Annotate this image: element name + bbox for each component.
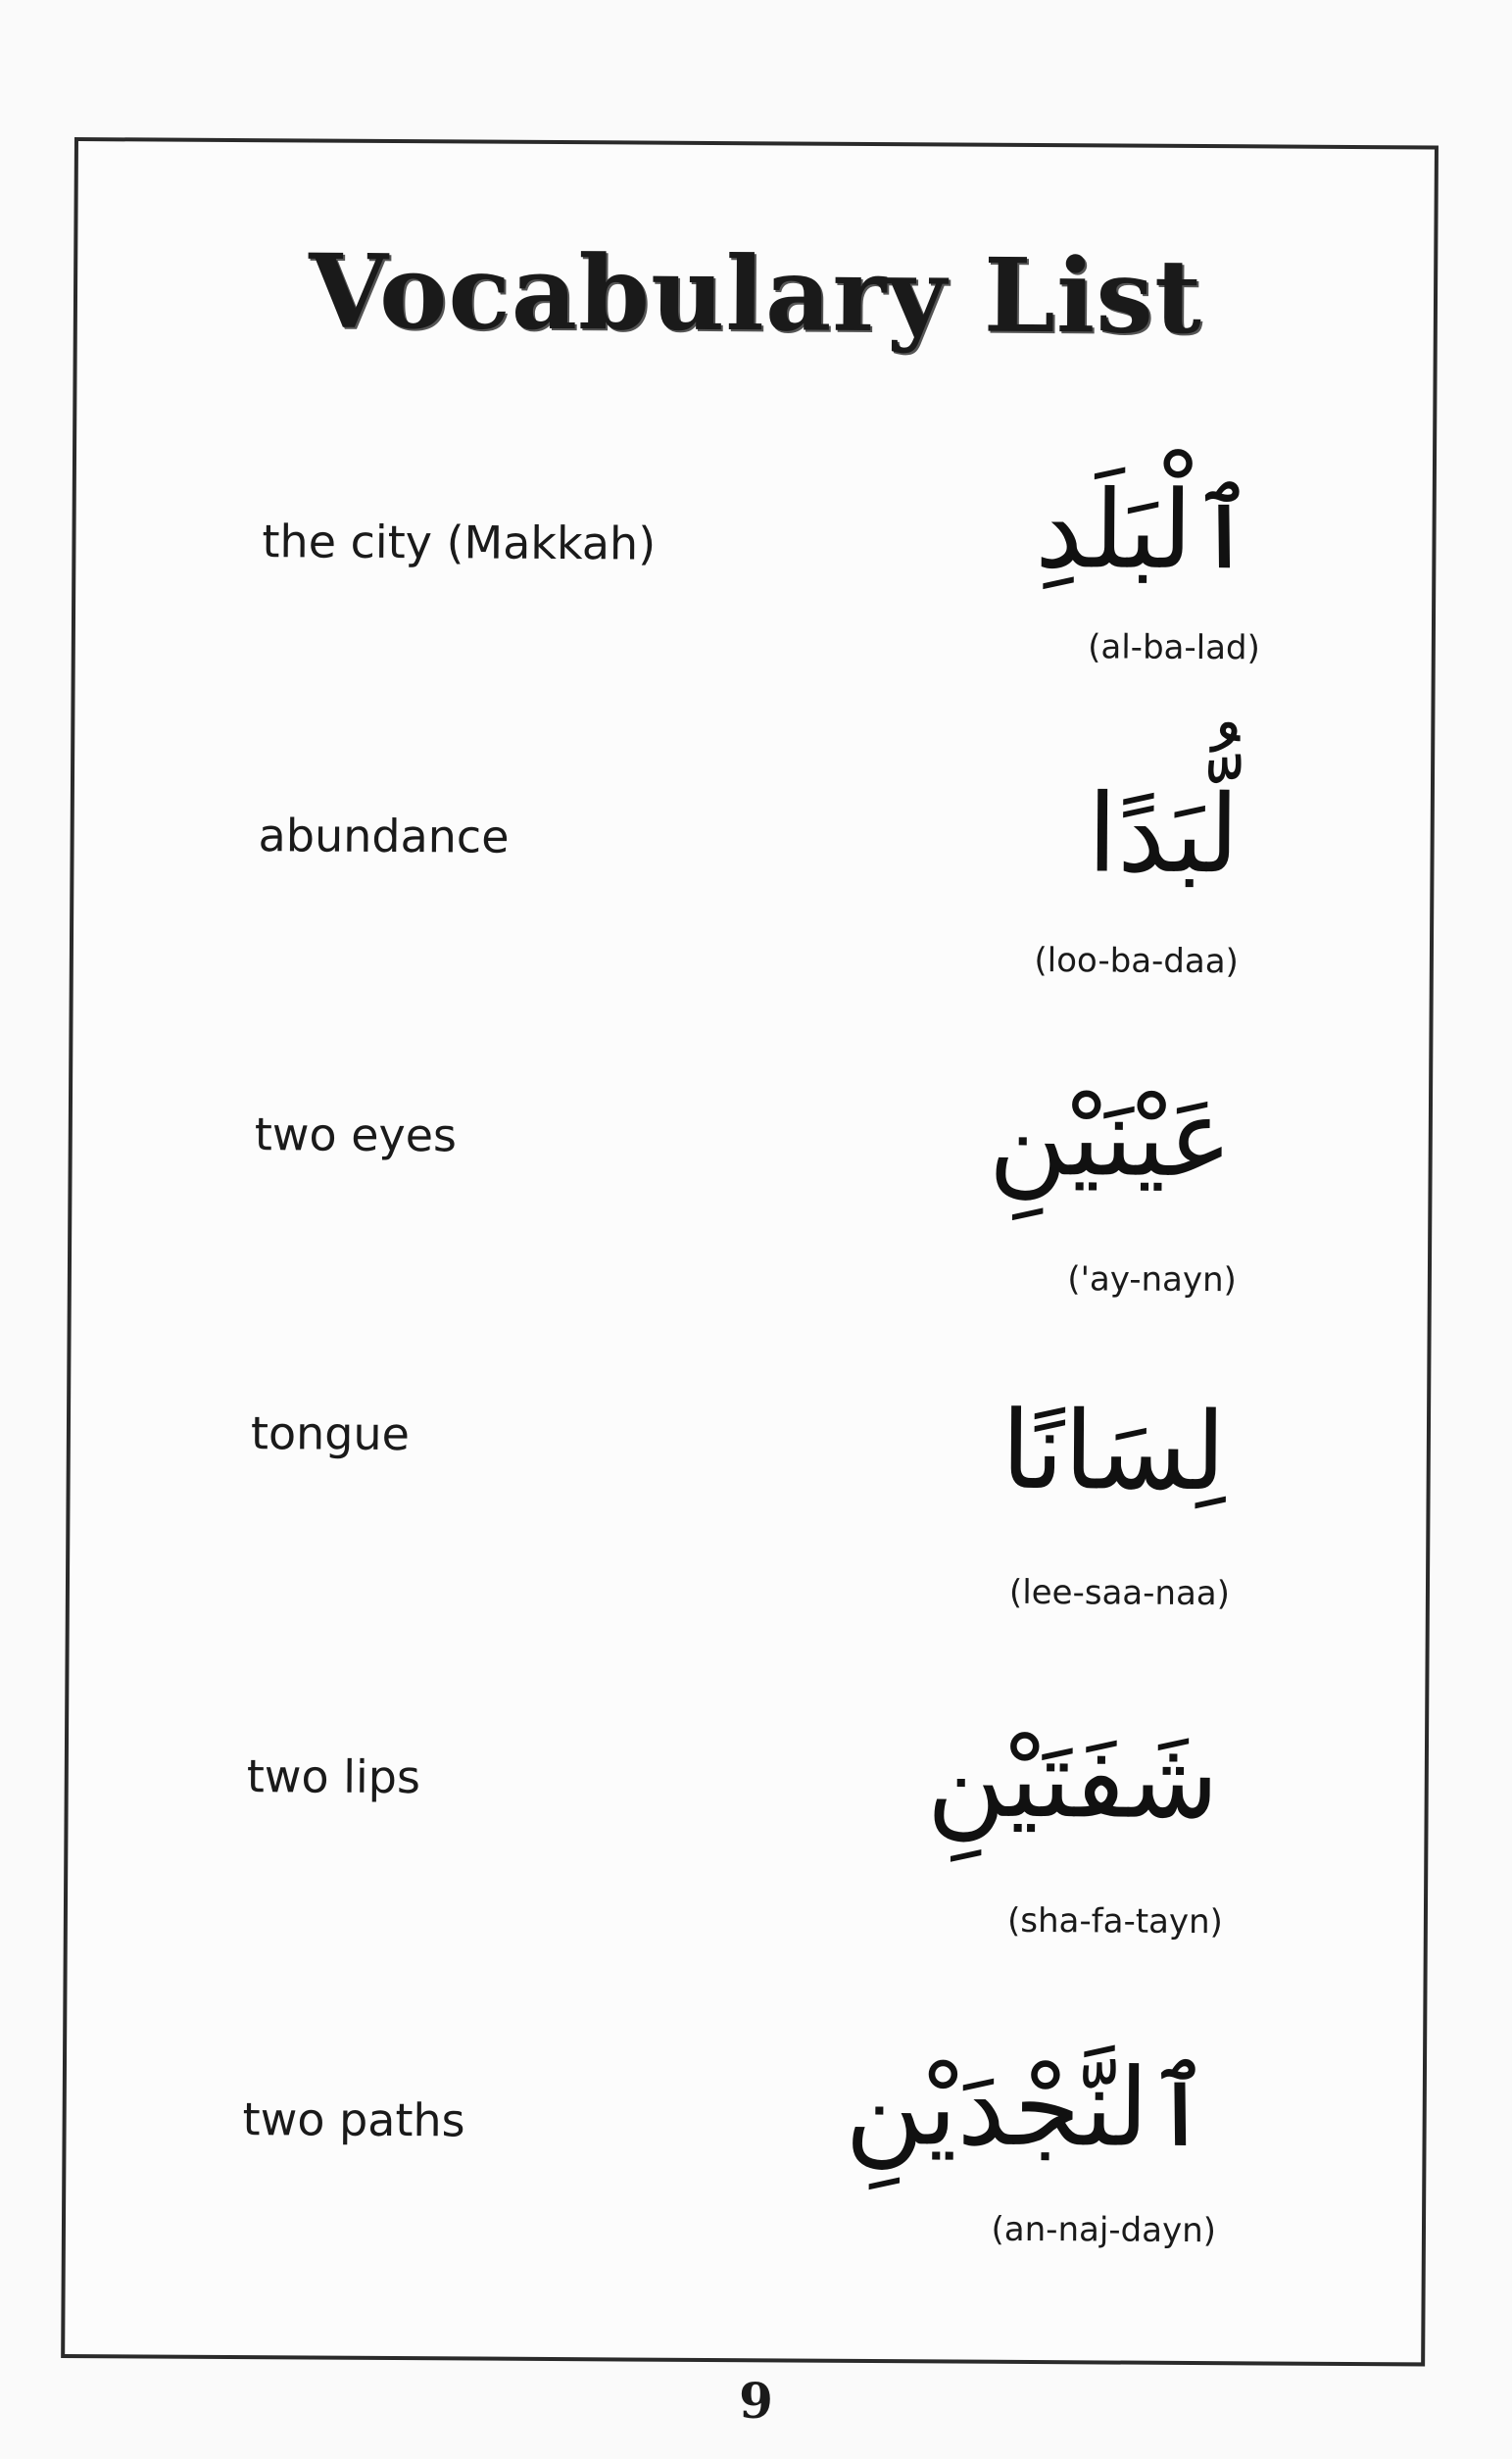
page-number: 9: [739, 2372, 773, 2430]
vocab-translit-2: (loo-ba-daa): [1034, 940, 1240, 982]
vocab-arabic-5: شَفَتَيْنِ: [926, 1715, 1220, 1844]
vocab-translit-6: (an-naj-dayn): [991, 2209, 1217, 2251]
vocab-translit-4: (lee-saa-naa): [1008, 1572, 1231, 1614]
vocab-english-2: abundance: [258, 809, 510, 863]
page-title: Vocabulary List: [308, 230, 1203, 358]
vocab-english-1: the city (Makkah): [262, 515, 657, 570]
vocab-english-6: two paths: [242, 2092, 465, 2147]
vocab-translit-1: (al-ba-lad): [1088, 627, 1260, 668]
vocabulary-frame: [61, 137, 1439, 2366]
vocab-english-5: two lips: [246, 1749, 421, 1804]
vocab-translit-3: ('ay-nayn): [1067, 1259, 1238, 1301]
vocab-translit-5: (sha-fa-tayn): [1006, 1900, 1224, 1943]
vocab-arabic-3: عَيْنَيْنِ: [988, 1073, 1234, 1202]
vocab-arabic-2: لُّبَدًا: [1087, 770, 1241, 898]
vocab-arabic-6: ٱلنَّجْدَيْنِ: [845, 2042, 1213, 2172]
vocab-english-4: tongue: [250, 1406, 411, 1461]
vocab-arabic-1: ٱلْبَلَدِ: [1034, 466, 1256, 594]
vocab-english-3: two eyes: [254, 1107, 458, 1162]
vocab-arabic-4: لِسَانًا: [1000, 1387, 1227, 1515]
